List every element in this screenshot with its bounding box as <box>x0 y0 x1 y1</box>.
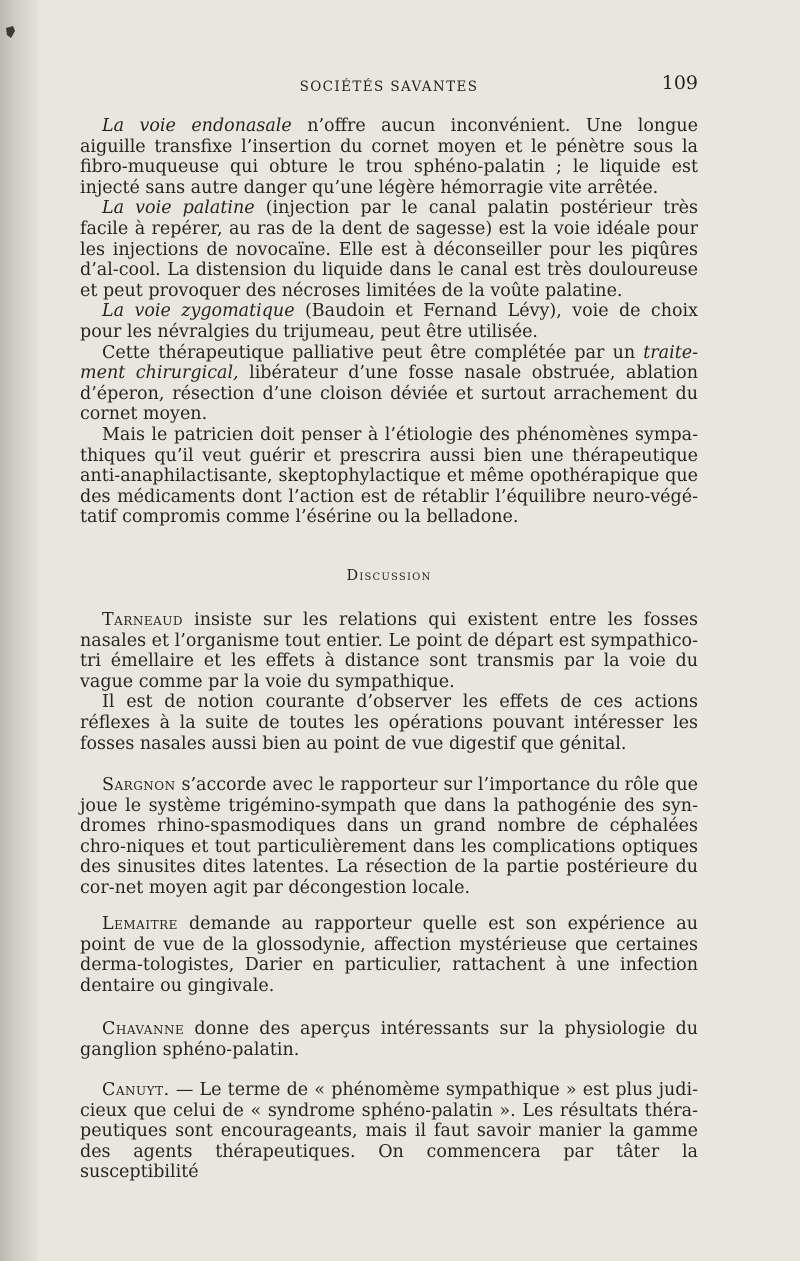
section-title-discussion: Discussion <box>346 568 432 584</box>
paragraph-chavanne <box>80 1019 698 1060</box>
paragraph-sargnon <box>80 775 698 899</box>
intro-section <box>80 116 698 528</box>
paragraph-text: insiste sur les relations qui existent entre les fosses nasales et l’organisme tout entier. Le point de départ est sympathico-tri émellaire et les effets à distance sont transmis par la voie du vague comme par la voie du sympathique. <box>80 610 698 692</box>
discussion-chavanne <box>80 1019 698 1060</box>
term-voie-palatine: La voie palatine <box>102 198 255 219</box>
paragraph-tarneaud <box>80 610 698 692</box>
discussion-tarneaud <box>80 610 698 754</box>
speaker-name: Lemaitre <box>102 914 178 934</box>
paragraph-therapeutique <box>80 343 698 425</box>
discussion-sargnon <box>80 775 698 899</box>
paragraph-text: donne des aperçus intéressants sur la physiologie du ganglion sphéno-palatin. <box>80 1019 698 1060</box>
speaker-name: Sargnon <box>102 775 176 795</box>
page-number: 109 <box>661 72 698 94</box>
paragraph-text: Cette thérapeutique palliative peut être complétée par un <box>102 342 644 363</box>
page-binding-edge <box>0 0 38 1261</box>
paragraph-text: (Baudoin et Fernand Lévy), voie de choix pour les névralgies du trijumeau, peut être utilisée. <box>80 301 699 342</box>
paragraph-text: n’offre aucun inconvénient. Une longue aiguille transfixe l’insertion du cornet moyen et le pénètre sous la fibro-muqueuse qui obture le trou sphéno-palatin ; le liquide est injecté sans autre danger qu’une légère hémorragie vite arrêtée. <box>80 116 698 198</box>
discussion-canuyt <box>80 1080 698 1183</box>
term-voie-endonasale: La voie endonasale <box>102 116 292 136</box>
page-header <box>80 72 698 102</box>
paragraph-text: — Le terme de « phénomème sympathique » est plus judi-cieux que celui de « syndrome sphéno-palatin ». Les résultats théra-peutiques sont encourageants, mais il faut savoir manier la gamme des agents thérapeutiques. On commencera par tâter la susceptibilité <box>80 1080 698 1183</box>
term-voie-zygomatique: La voie zygomatique <box>102 301 295 322</box>
paragraph-etiologie: Mais le patricien doit penser à l’étiologie des phénomènes sympa-thiques qu’il veut guérir et prescrira aussi bien une thérapeutique anti-anaphilactisante, skeptophylactique et même opothérapique que des médicaments dont l’action est de rétablir l’équilibre neuro-végé-tatif compromis comme l’ésérine ou la belladone. <box>80 424 698 528</box>
paragraph-text: s’accorde avec le rapporteur sur l’importance du rôle que joue le système trigémino-sympath que dans la pathogénie des syn-dromes rhino-spasmodiques dans un grand nombre de céphalées chro-niques et tout particulièrement dans les complications optiques des sinusites dites latentes. La résection de la partie postérieure du cor-net moyen agit par décongestion locale. <box>80 775 698 898</box>
paragraph-lemaitre <box>80 914 698 996</box>
running-head: SOCIÉTÉS SAVANTES <box>299 79 479 95</box>
discussion-lemaitre <box>80 914 698 996</box>
speaker-name: Tarneaud <box>102 610 184 630</box>
paragraph-voie-palatine <box>80 198 698 301</box>
ink-mark-icon <box>4 24 18 40</box>
paragraph-text: libérateur d’une fosse nasale obstruée, ablation d’éperon, résection d’une cloison déviée et surtout arrachement du cornet moyen. <box>80 363 698 425</box>
speaker-name: Canuyt. <box>102 1080 170 1100</box>
term-traitement-chirurgical: traite-ment chirurgical, <box>80 342 698 384</box>
paragraph-text: demande au rapporteur quelle est son expérience au point de vue de la glossodynie, affection mystérieuse que certaines derma-tologistes, Darier en particulier, rattachent à une infection dentaire ou gingivale. <box>80 914 698 996</box>
paragraph-canuyt <box>80 1080 698 1183</box>
paragraph-voie-zygomatique <box>80 301 698 342</box>
paragraph-tarneaud-2: Il est de notion courante d’observer les effets de ces actions réflexes à la suite de toutes les opérations pouvant intéresser les fosses nasales aussi bien au point de vue digestif que génital. <box>80 692 698 754</box>
speaker-name: Chavanne <box>102 1019 185 1039</box>
paragraph-voie-endonasale <box>80 116 698 198</box>
paragraph-text: (injection par le canal palatin postérieur très facile à repérer, au ras de la dent de sagesse) est la voie idéale pour les injections de novocaïne. Elle est à déconseiller pour les piqûres d’al-cool. La distension du liquide dans le canal est très douloureuse et peut provoquer des nécroses limitées de la voûte palatine. <box>80 198 698 301</box>
